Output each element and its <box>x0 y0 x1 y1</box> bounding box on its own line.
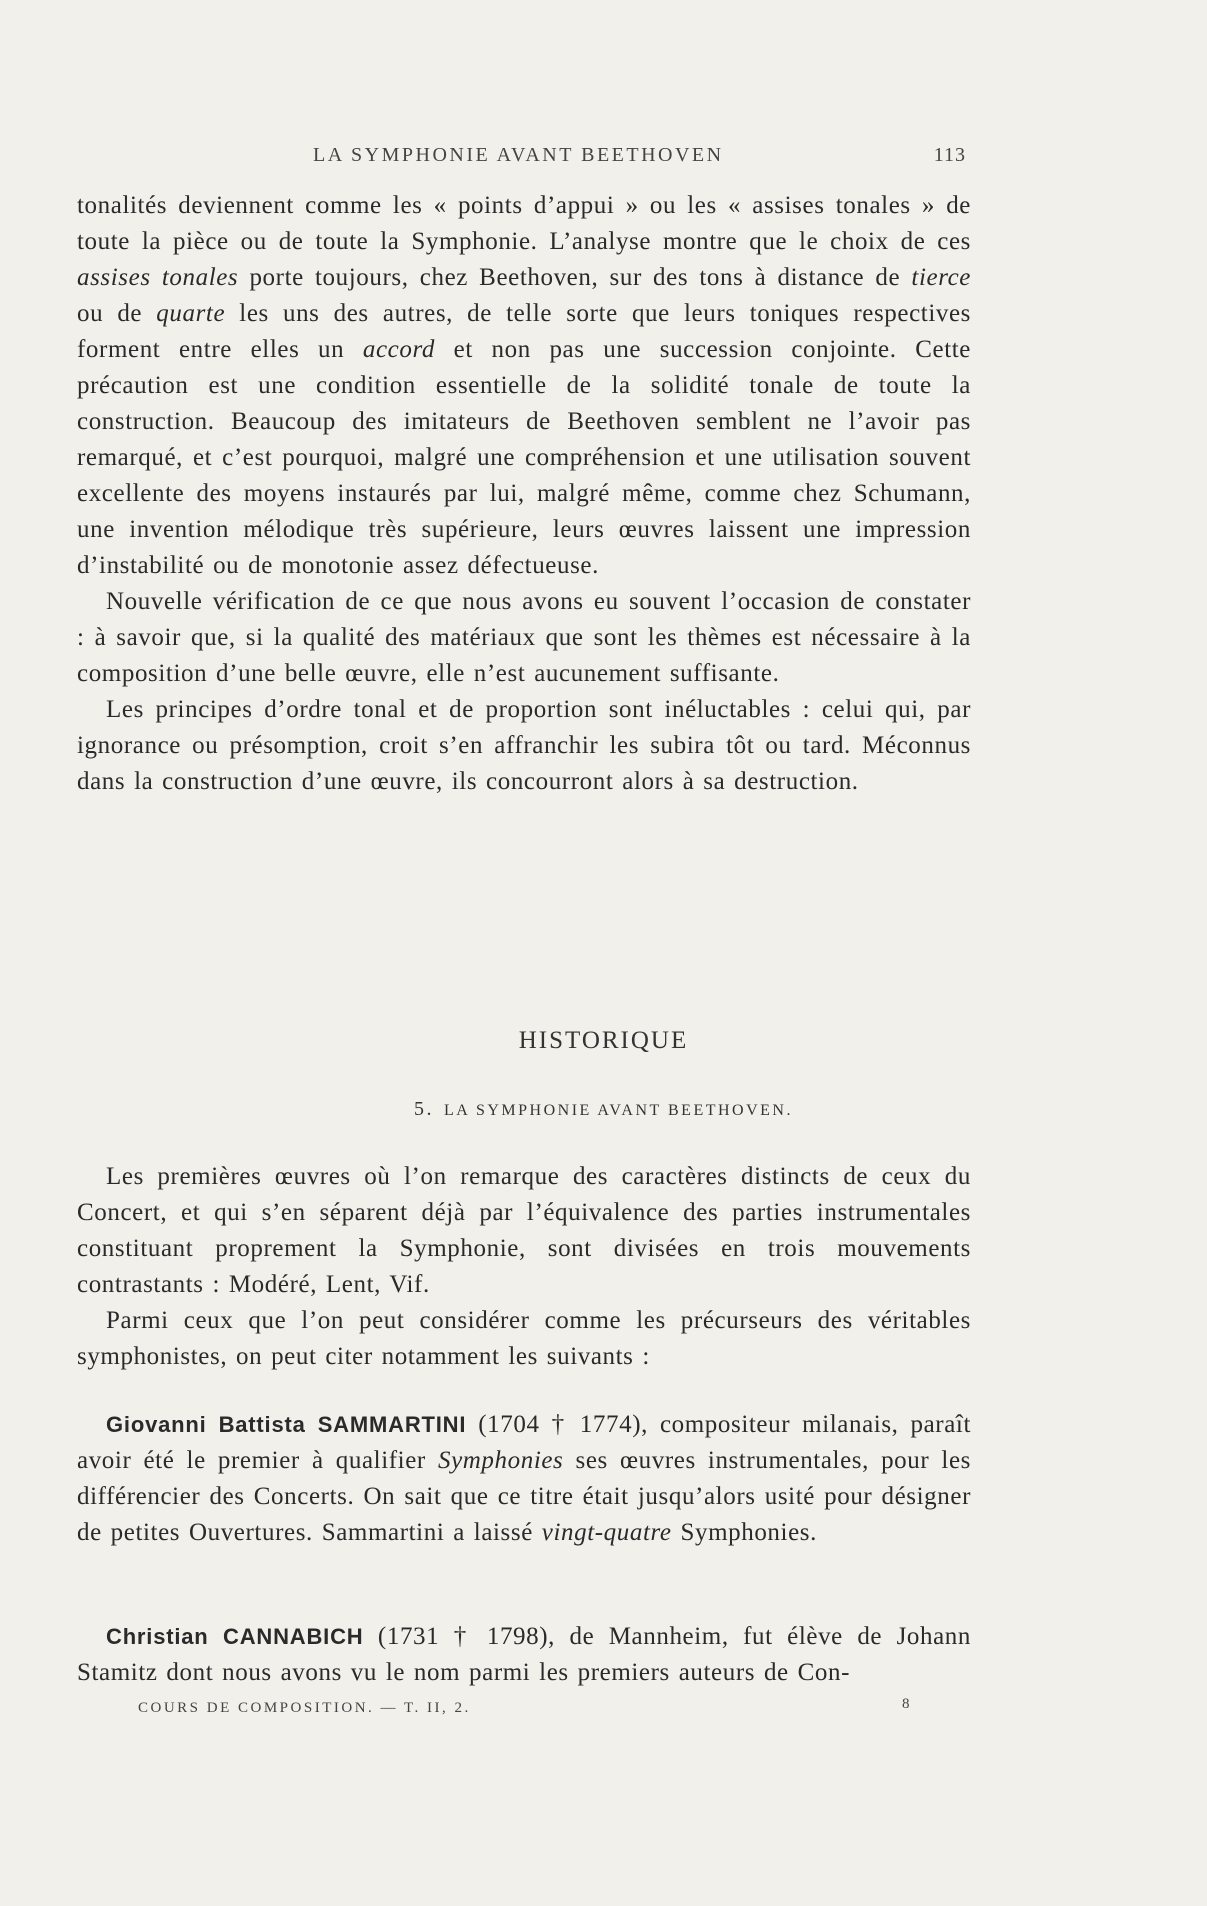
page-footer <box>138 1696 918 1717</box>
paragraph-premieres-oeuvres: Les premières œuvres où l’on remarque des caractères distincts de ceux du Concert, et qui s’en séparent déjà par l’équivalence des parties instrumentales constituant proprement la Symphonie, sont divisées en trois mouvements contrastants : Modéré, Lent, Vif. <box>77 1163 971 1298</box>
composer-name: Christian CANNABICH <box>106 1624 364 1649</box>
paragraph-sammartini <box>77 1407 971 1551</box>
text-run: tonalités deviennent comme les « points d’appui » ou les « assises tonales » de toute la pièce ou de toute la Symphonie. L’analyse montre que le choix de ces <box>77 192 971 255</box>
text-run: Symphonies. <box>671 1519 817 1546</box>
running-head <box>313 144 1006 174</box>
text-run: (1704 † 1774), compositeur milanais, paraît avoir été le premier à qualifier <box>77 1411 971 1474</box>
entry-cannabich <box>77 1619 971 1691</box>
opening-text-block <box>77 188 971 800</box>
paragraph-cannabich <box>77 1619 971 1691</box>
text-run: ou de <box>77 300 157 327</box>
text-run: porte toujours, chez Beethoven, sur des tons à distance de <box>238 264 912 291</box>
signature-mark: 8 <box>902 1696 910 1712</box>
paragraph-principes: Les principes d’ordre tonal et de proportion sont inéluctables : celui qui, par ignorance ou présomption, croit s’en affranchir les subira tôt ou tard. Méconnus dans la construction d’une œuvre, ils concourront alors à sa destruction. <box>77 696 971 795</box>
entry-sammartini <box>77 1407 971 1551</box>
text-run: ses œuvres instrumentales, pour les différencier des Concerts. On sait que ce titre était jusqu’alors usité pour désigner de petites Ouvertures. Sammartini a laissé <box>77 1447 971 1546</box>
section-number: 5. <box>414 1098 435 1120</box>
paragraph-tonal-assises <box>77 188 971 584</box>
emphasis-accord: accord <box>362 336 435 363</box>
section-subtitle-text: LA SYMPHONIE AVANT BEETHOVEN. <box>444 1102 793 1119</box>
footer-text: COURS DE COMPOSITION. — T. II, 2. <box>138 1700 471 1716</box>
paragraph-verification: Nouvelle vérification de ce que nous avons eu souvent l’occasion de constater : à savoir que, si la qualité des matériaux que sont les thèmes est nécessaire à la composition d’une belle œuvre, elle n’est aucunement suffisante. <box>77 588 971 687</box>
composer-name: Giovanni Battista SAMMARTINI <box>106 1412 467 1437</box>
text-run: et non pas une succession conjointe. Cette précaution est une condition essentielle de la solidité tonale de toute la construction. Beaucoup des imitateurs de Beethoven semblent ne l’avoir pas remarqué, et c’est pourquoi, malgré une compréhension et une utilisation souvent excellente des moyens instaurés par lui, malgré même, comme chez Schumann, une invention mélodique très supérieure, leurs œuvres laissent une impression d’instabilité ou de monotonie assez défectueuse. <box>77 336 971 579</box>
emphasis-tierce: tierce <box>911 264 971 291</box>
emphasis-vingt-quatre: vingt-quatre <box>541 1519 672 1546</box>
section-heading: HISTORIQUE <box>518 1027 689 1054</box>
running-head-title: LA SYMPHONIE AVANT BEETHOVEN <box>313 144 724 166</box>
paragraph-precurseurs: Parmi ceux que l’on peut considérer comme les précurseurs des véritables symphonistes, on peut citer notamment les suivants : <box>77 1307 971 1370</box>
history-intro-block <box>77 1159 971 1375</box>
emphasis-quarte: quarte <box>156 300 226 327</box>
section-subtitle <box>0 1098 1207 1121</box>
page-number: 113 <box>933 144 966 166</box>
emphasis-assises-tonales: assises tonales <box>77 264 239 291</box>
emphasis-symphonies: Symphonies <box>437 1447 564 1474</box>
text-run: les uns des autres, de telle sorte que leurs toniques respectives forment entre elles un <box>77 300 972 363</box>
text-run: (1731 † 1798), de Mannheim, fut élève de Johann Stamitz dont nous avons vu le nom parmi les premiers auteurs de Con- <box>77 1623 972 1686</box>
